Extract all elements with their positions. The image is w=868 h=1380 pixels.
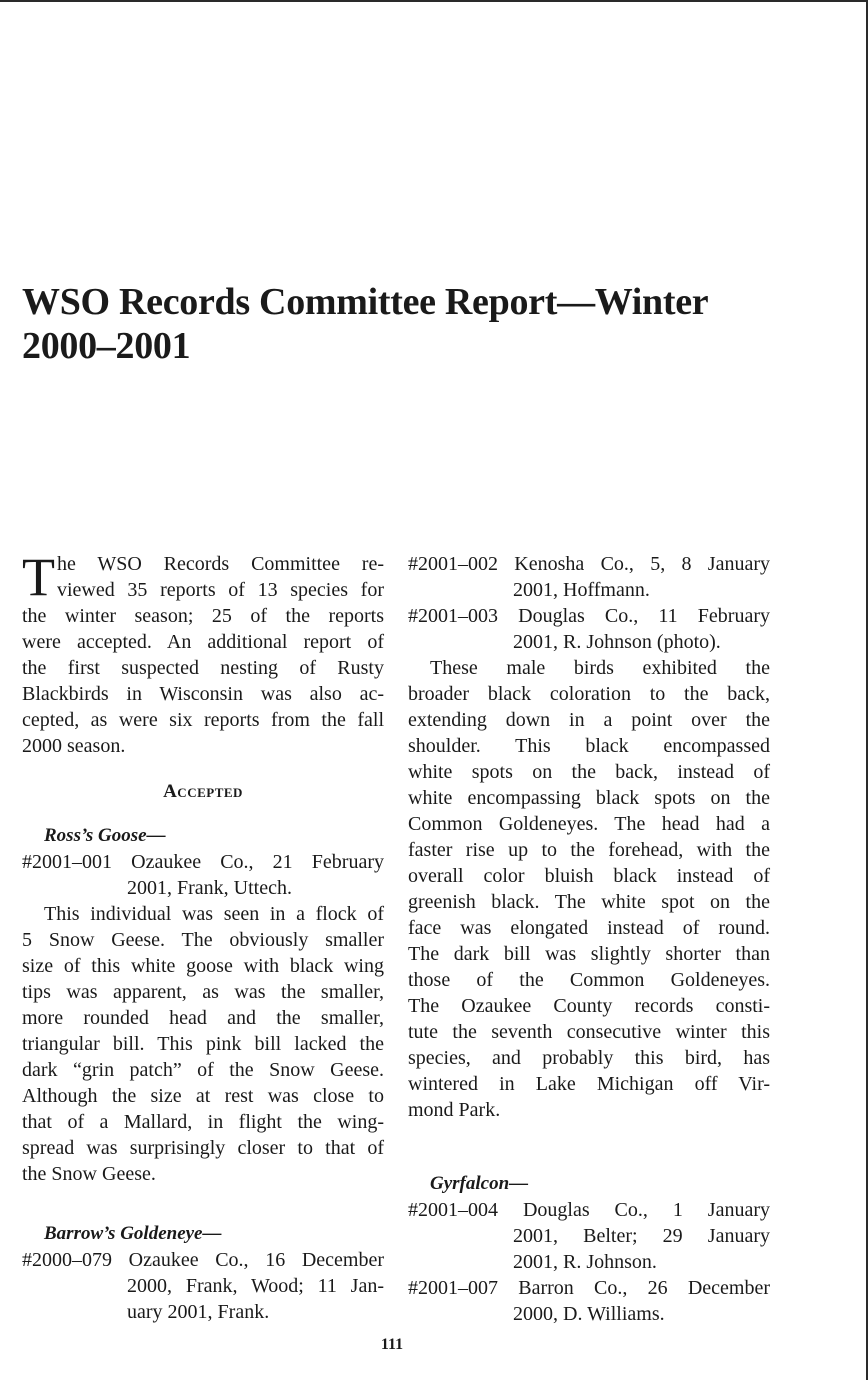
intro-line: the first suspected nesting of Rusty xyxy=(22,657,384,679)
record-line: 2001, R. Johnson (photo). xyxy=(513,631,721,653)
text-line: size of this white goose with black wing xyxy=(22,955,384,977)
text-line: the Snow Geese. xyxy=(22,1163,156,1185)
text-line: wintered in Lake Michigan off Vir- xyxy=(408,1073,770,1095)
intro-line: Blackbirds in Wisconsin was also ac- xyxy=(22,683,384,705)
record-2001-002 xyxy=(408,551,770,603)
section-heading-accepted: Accepted xyxy=(163,781,243,802)
record-line: 2000, D. Williams. xyxy=(513,1303,665,1325)
record-line: uary 2001, Frank. xyxy=(127,1301,270,1323)
page-top-edge xyxy=(0,0,868,2)
ross-goose-description xyxy=(22,901,384,1187)
record-line: #2001–007 Barron Co., 26 December xyxy=(408,1277,770,1299)
intro-line: the winter season; 25 of the reports xyxy=(22,605,384,627)
text-line: tips was apparent, as was the smaller, xyxy=(22,981,384,1003)
intro-line: cepted, as were six reports from the fall xyxy=(22,709,384,731)
text-line: The Ozaukee County records consti- xyxy=(408,995,770,1017)
intro-line: viewed 35 reports of 13 species for xyxy=(57,579,384,601)
record-2001-001 xyxy=(22,849,384,901)
text-line: spread was surprisingly closer to that of xyxy=(22,1137,384,1159)
text-line: species, and probably this bird, has xyxy=(408,1047,770,1069)
record-2001-004 xyxy=(408,1197,770,1275)
page-number: 111 xyxy=(380,1336,404,1353)
record-2001-007 xyxy=(408,1275,770,1327)
text-line: extending down in a point over the xyxy=(408,709,770,731)
record-line: 2000, Frank, Wood; 11 Jan- xyxy=(127,1275,384,1297)
text-line: 5 Snow Geese. The obviously smaller xyxy=(22,929,384,951)
species-heading-ross-goose: Ross’s Goose— xyxy=(44,825,166,846)
text-line: faster rise up to the forehead, with the xyxy=(408,839,770,861)
record-line: 2001, Belter; 29 January xyxy=(513,1225,770,1247)
text-line: mond Park. xyxy=(408,1099,501,1121)
text-line: This individual was seen in a flock of xyxy=(44,903,384,925)
article-title xyxy=(22,280,802,368)
text-line: overall color bluish black instead of xyxy=(408,865,770,887)
species-heading-barrows-goldeneye: Barrow’s Goldeneye— xyxy=(44,1223,222,1244)
intro-line: he WSO Records Committee re- xyxy=(57,553,384,575)
record-2000-079 xyxy=(22,1247,384,1325)
text-line: that of a Mallard, in flight the wing- xyxy=(22,1111,384,1133)
text-line: Common Goldeneyes. The head had a xyxy=(408,813,770,835)
text-line: Although the size at rest was close to xyxy=(22,1085,384,1107)
text-line: tute the seventh consecutive winter this xyxy=(408,1021,770,1043)
intro-line: were accepted. An additional report of xyxy=(22,631,384,653)
text-line: more rounded head and the smaller, xyxy=(22,1007,384,1029)
title-line: 2000–2001 xyxy=(22,325,191,367)
intro-line: 2000 season. xyxy=(22,735,126,757)
text-line: shoulder. This black encompassed xyxy=(408,735,770,757)
text-line: white encompassing black spots on the xyxy=(408,787,770,809)
text-line: those of the Common Goldeneyes. xyxy=(408,969,770,991)
text-line: face was elongated instead of round. xyxy=(408,917,770,939)
goldeneye-description xyxy=(408,655,770,1123)
right-column xyxy=(408,551,770,1327)
text-line: broader black coloration to the back, xyxy=(408,683,770,705)
text-line: triangular bill. This pink bill lacked the xyxy=(22,1033,384,1055)
text-line: greenish black. The white spot on the xyxy=(408,891,770,913)
text-line: white spots on the back, instead of xyxy=(408,761,770,783)
drop-cap: T xyxy=(22,547,55,607)
intro-paragraph xyxy=(22,547,384,759)
species-heading-gyrfalcon: Gyrfalcon— xyxy=(430,1173,529,1194)
text-line: dark “grin patch” of the Snow Geese. xyxy=(22,1059,384,1081)
record-2001-003 xyxy=(408,603,770,655)
text-line: The dark bill was slightly shorter than xyxy=(408,943,770,965)
title-line: WSO Records Committee Report—Winter xyxy=(22,281,709,323)
record-line: #2001–003 Douglas Co., 11 February xyxy=(408,605,770,627)
record-line: 2001, Frank, Uttech. xyxy=(127,877,292,899)
record-line: 2001, Hoffmann. xyxy=(513,579,650,601)
left-column xyxy=(22,547,384,1325)
record-line: #2001–001 Ozaukee Co., 21 February xyxy=(22,851,384,873)
record-line: #2001–002 Kenosha Co., 5, 8 January xyxy=(408,553,770,575)
record-line: 2001, R. Johnson. xyxy=(513,1251,657,1273)
text-line: These male birds exhibited the xyxy=(430,657,770,679)
record-line: #2001–004 Douglas Co., 1 January xyxy=(408,1199,770,1221)
record-line: #2000–079 Ozaukee Co., 16 December xyxy=(22,1249,384,1271)
